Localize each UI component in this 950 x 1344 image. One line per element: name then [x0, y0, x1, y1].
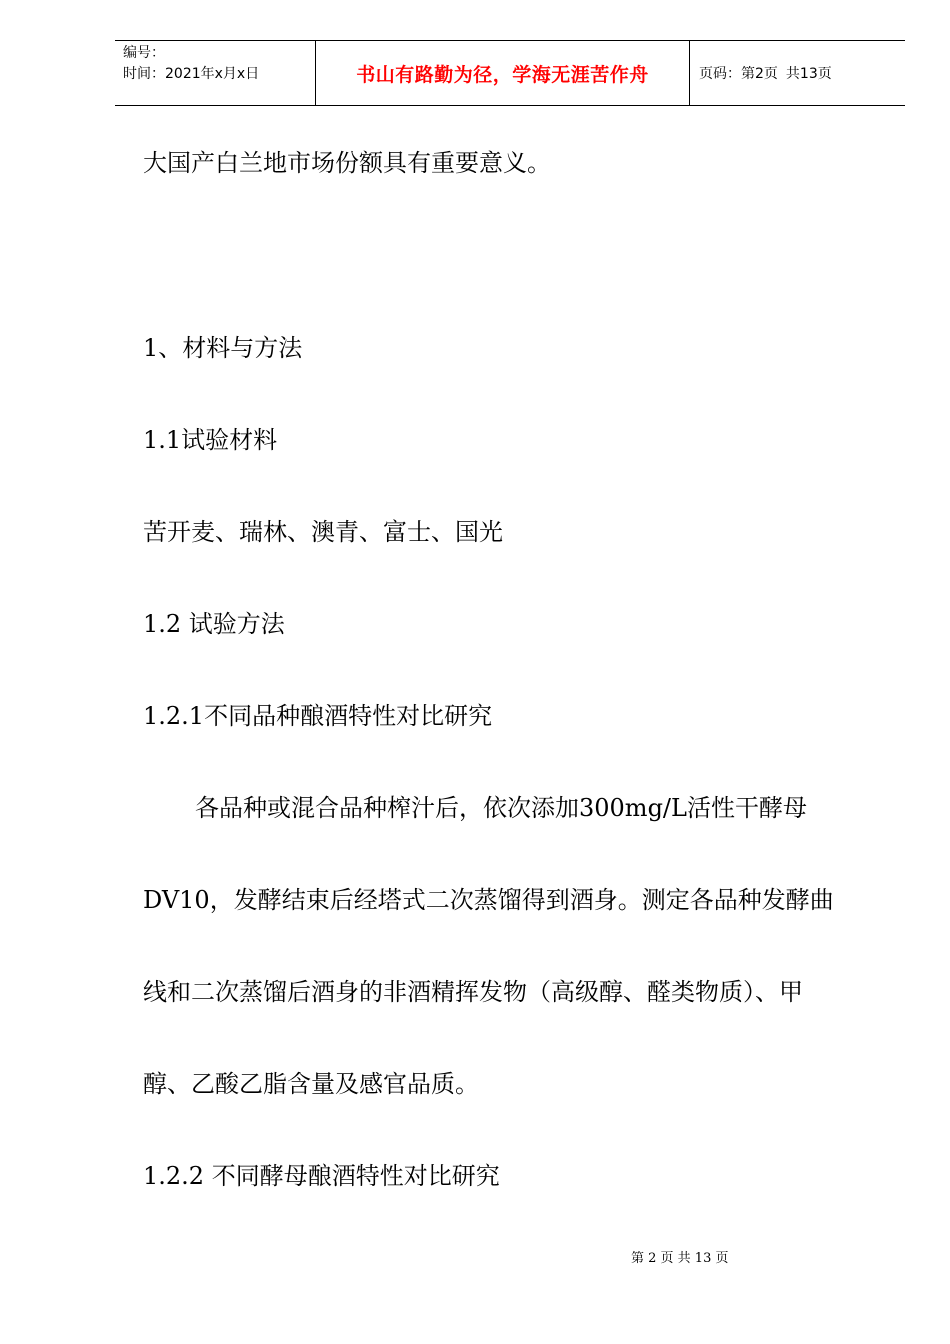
body-line-1: 大国产白兰地市场份额具有重要意义。 — [143, 149, 551, 177]
header-page-cell — [690, 41, 905, 105]
header-motto: 书山有路勤为径，学海无涯苦作舟 — [356, 63, 649, 86]
page-footer: 第 2 页 共 13 页 — [631, 1251, 729, 1266]
section-heading-1: 1、材料与方法 — [143, 334, 303, 362]
header-meta-cell — [115, 41, 316, 105]
body-line-method-2: DV10，发酵结束后经塔式二次蒸馏得到酒身。测定各品种发酵曲 — [143, 886, 834, 914]
page-header — [115, 40, 905, 106]
header-total-label: 共13页 — [785, 66, 832, 82]
header-motto-cell — [316, 41, 690, 105]
body-line-method-3: 线和二次蒸馏后酒身的非酒精挥发物（高级醇、醛类物质）、甲 — [143, 978, 803, 1006]
body-line-materials: 苦开麦、瑞林、澳青、富士、国光 — [143, 518, 503, 546]
subsection-heading-1-1: 1.1试验材料 — [143, 426, 278, 454]
header-page-label: 页码：第2页 — [699, 66, 778, 82]
document-time-label: 时间：2021年x月x日 — [123, 66, 260, 82]
subsection-heading-1-2-2: 1.2.2 不同酵母酿酒特性对比研究 — [143, 1162, 500, 1190]
subsection-heading-1-2-1: 1.2.1不同品种酿酒特性对比研究 — [143, 702, 493, 730]
document-number-label: 编号： — [123, 45, 165, 61]
body-line-method-4: 醇、乙酸乙脂含量及感官品质。 — [143, 1070, 479, 1098]
body-line-method-1: 各品种或混合品种榨汁后，依次添加300mg/L活性干酵母 — [195, 794, 807, 822]
subsection-heading-1-2: 1.2 试验方法 — [143, 610, 285, 638]
